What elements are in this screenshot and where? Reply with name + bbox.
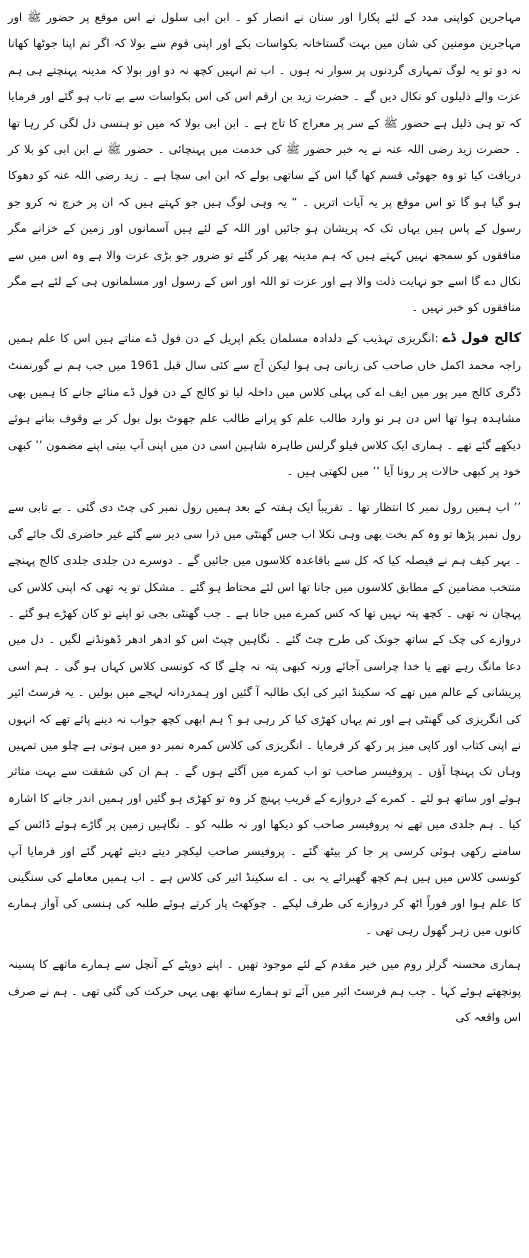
paragraph-college-fool-day-body: :انگریزی تہذیب کے دلدادہ مسلمان یکم اپریل کے دن فول ڈے مناتے ہیں اس کا علم ہمیں راجہ محمد اکمل خاں صاحب کی زبانی ہی ہوا لیکن آج سے کئی سال قبل 1961 میں جب ہم نے گورنمنٹ ڈگری کالج میر پور میں ایف اے کی پہلی کلاس میں داخلہ لیا تو کالج کے دن فول ڈے منائے جانے کا ہمیں بھی مشاہدہ ہوا تھا اس دن ہر نو وارد طالب علم کو پرانے طالب علم جھوٹ بول بول کر بے وقوف بناتے ہوئے دیکھے گئے تھے ۔ ہماری ایک کلاس فیلو گرلس طاہرہ شاہین اسی دن میں اپنی آپ بیتی اپنے مضمون ’’ کبھی خود پر کبھی حالات پر رونا آیا ‘‘ میں لکھتی ہیں ۔ xyxy=(8,330,521,478)
paragraph-roll-number: ’’ اب ہمیں رول نمبر کا انتظار تھا ۔ تقریباً ایک ہفتہ کے بعد ہمیں رول نمبر کی چٹ دی گئی ۔ بے تابی سے رول نمبر پڑھا تو وہ کم بخت بھی وہی نکلا اب جس گھنٹی میں ذرا سی دیر سے گئے غیر حاضری لگ جائے گی ۔ بہر کیف ہم نے فیصلہ کیا کہ کل سے باقاعدہ کلاسوں میں جائیں گے ۔ دوسرے دن جلدی جلدی کالج پہنچے منتخب مضامین کے مطابق کلاسوں میں جانا تھا اس لئے محتاط ہو گئے ۔ مشکل تو یہ تھی کہ اپنی کلاس کی پہچان نہ تھی ۔ کچھ پتہ نہیں تھا کہ کس کمرے میں جانا ہے ۔ جب گھنٹی بجی تو اپنے تو کان کھڑے ہو گئے ۔ دروازے کی چک کے ساتھ جونک کی طرح چٹ گئے ۔ نگاہیں چپٹ اس کو ادھر ادھر ڈھونڈنے لگیں ۔ دل میں دعا مانگ رہے تھے یا خدا چراسی آجائے ورنہ کبھی پتہ نہ چلے گا کہ کونسی کلاس کہاں ہو گی ۔ ہم اسی پریشانی کے عالم میں تھے کہ سکینڈ ائیر کی ایک طالبہ آ گئیں اور ہمدردانہ لہجے میں بولیں ۔ یہ فرسٹ ائیر کی انگریزی کی گھنٹی ہے اور تم یہاں کھڑی کیا کر رہی ہو ؟ ہم ابھی کچھ جواب نہ دینے پائے تھے کہ انہوں نے اپنی کتاب اور کاپی میز پر رکھ کر فرمایا ۔ انگریزی کی کلاس کمرہ نمبر دو میں ہوتی ہے چلو میں تمہیں وہاں تک پہنچا آؤں ۔ پروفیسر صاحب تو اب کمرے میں آگئے ہوں گے ۔ ہم ان کی شفقت سے بہت متاثر ہوئے اور ساتھ ہو لئے ۔ کمرے کے دروازے کے قریب پہنچ کر وہ تو کھڑی ہو گئیں اور ہمیں اندر جانے کا اشارہ کیا ۔ ہم جلدی میں تھے نہ پروفیسر صاحب کو دیکھا اور نہ طلبہ کو ۔ نگاہیں زمین پر گاڑے ہوئے ڈائس کے سامنے رکھی ہوئی کرسی پر جا کر بیٹھ گئے ۔ پروفیسر صاحب لیکچر دیتے دیتے ٹھہر گئے اور فرمایا آپ کونسی کلاس میں ہیں ہم کچھ گھبرائے یہ بی ۔ اے سکینڈ ائیر کی کلاس ہے ۔ اب ہمیں معاملے کی سنگینی کا علم ہوا اور فوراً اٹھ کر دروازے کی طرف لپکے ۔ چوکھٹ پار کرتے ہوئے طلبہ کی ہنسی کی آواز ہمارے کانوں میں زہر گھول رہی تھی ۔ xyxy=(8,500,521,937)
paragraph-girls-room: ہماری محسنہ گرلز روم میں خیر مقدم کے لئے موجود تھیں ۔ اپنے دوپٹے کے آنچل سے ہمارے ماتھے کا پسینہ پونچھتے ہوئے کہا ۔ جب ہم فرسٹ ائیر میں آئے تو ہمارے ساتھ بھی یہی حرکت کی گئی تھی ۔ ہم نے صرف اس واقعہ کی xyxy=(8,957,521,1025)
section-heading-college-fool-day: کالج فول ڈے xyxy=(442,330,521,346)
paragraph-college-fool-day xyxy=(8,325,521,484)
paragraph-ibn-salul: مہاجرین کواپنی مدد کے لئے پکارا اور سنان نے انصار کو ۔ ابن ابی سلول نے اس موقع پر حضور ﷺ اور مہاجرین مومنین کی شان میں بہت گستاخانہ بکواسات بکے اور اپنی قوم سے بولا کہ اگر تم اپنا جوٹھا کھانا نہ دو تو یہ لوگ تمہاری گردنوں پر سوار نہ ہوں ۔ اب تم انہیں کچھ نہ دو اور بولا کہ مدینہ پہنچتے ہی ہم عزت والے ذلیلوں کو نکال دیں گے ۔ حضرت زید بن ارقم اس کی اس بکواسات سے بے تاب ہو گئے اور فرمایا کہ تو ہی ذلیل ہے حضور ﷺ کے سر پر معراج کا تاج ہے ۔ ابن ابی بولا کہ میں تو ہنسی دل لگی کر رہا تھا ۔ حضرت زید رضی اللہ عنہ نے یہ خبر حضور ﷺ کی خدمت میں پہنچائی ۔ حضور ﷺ نے ابن ابی کو بلا کر دریافت کیا تو وہ جھوٹی قسم کھا گیا اس کے ساتھی بولے کہ ابن ابی سچا ہے ۔ زید رضی اللہ عنہ کو دھوکا ہو گیا ہو گا تو اس موقع پر یہ آیات اتریں ۔ “ یہ وہی لوگ ہیں جو کہتے ہیں کہ ان پر خرچ نہ کرو جو رسول کے پاس ہیں یہاں تک کہ پریشان ہو جائیں اور اللہ کے لئے ہیں آسمانوں اور زمین کے خزانے مگر منافقوں کو سمجھ نہیں کہتے ہیں کہ ہم مدینہ پھر کر گئے تو ضرور جو بڑی عزت والا ہے وہ اس میں سے نکال دے گا اسے جو نہایت ذلت والا ہے اور عزت تو اللہ اور اس کے رسول اور مسلمانوں ہی کے لئے ہے مگر منافقوں کو خبر نہیں ۔ xyxy=(8,10,521,315)
